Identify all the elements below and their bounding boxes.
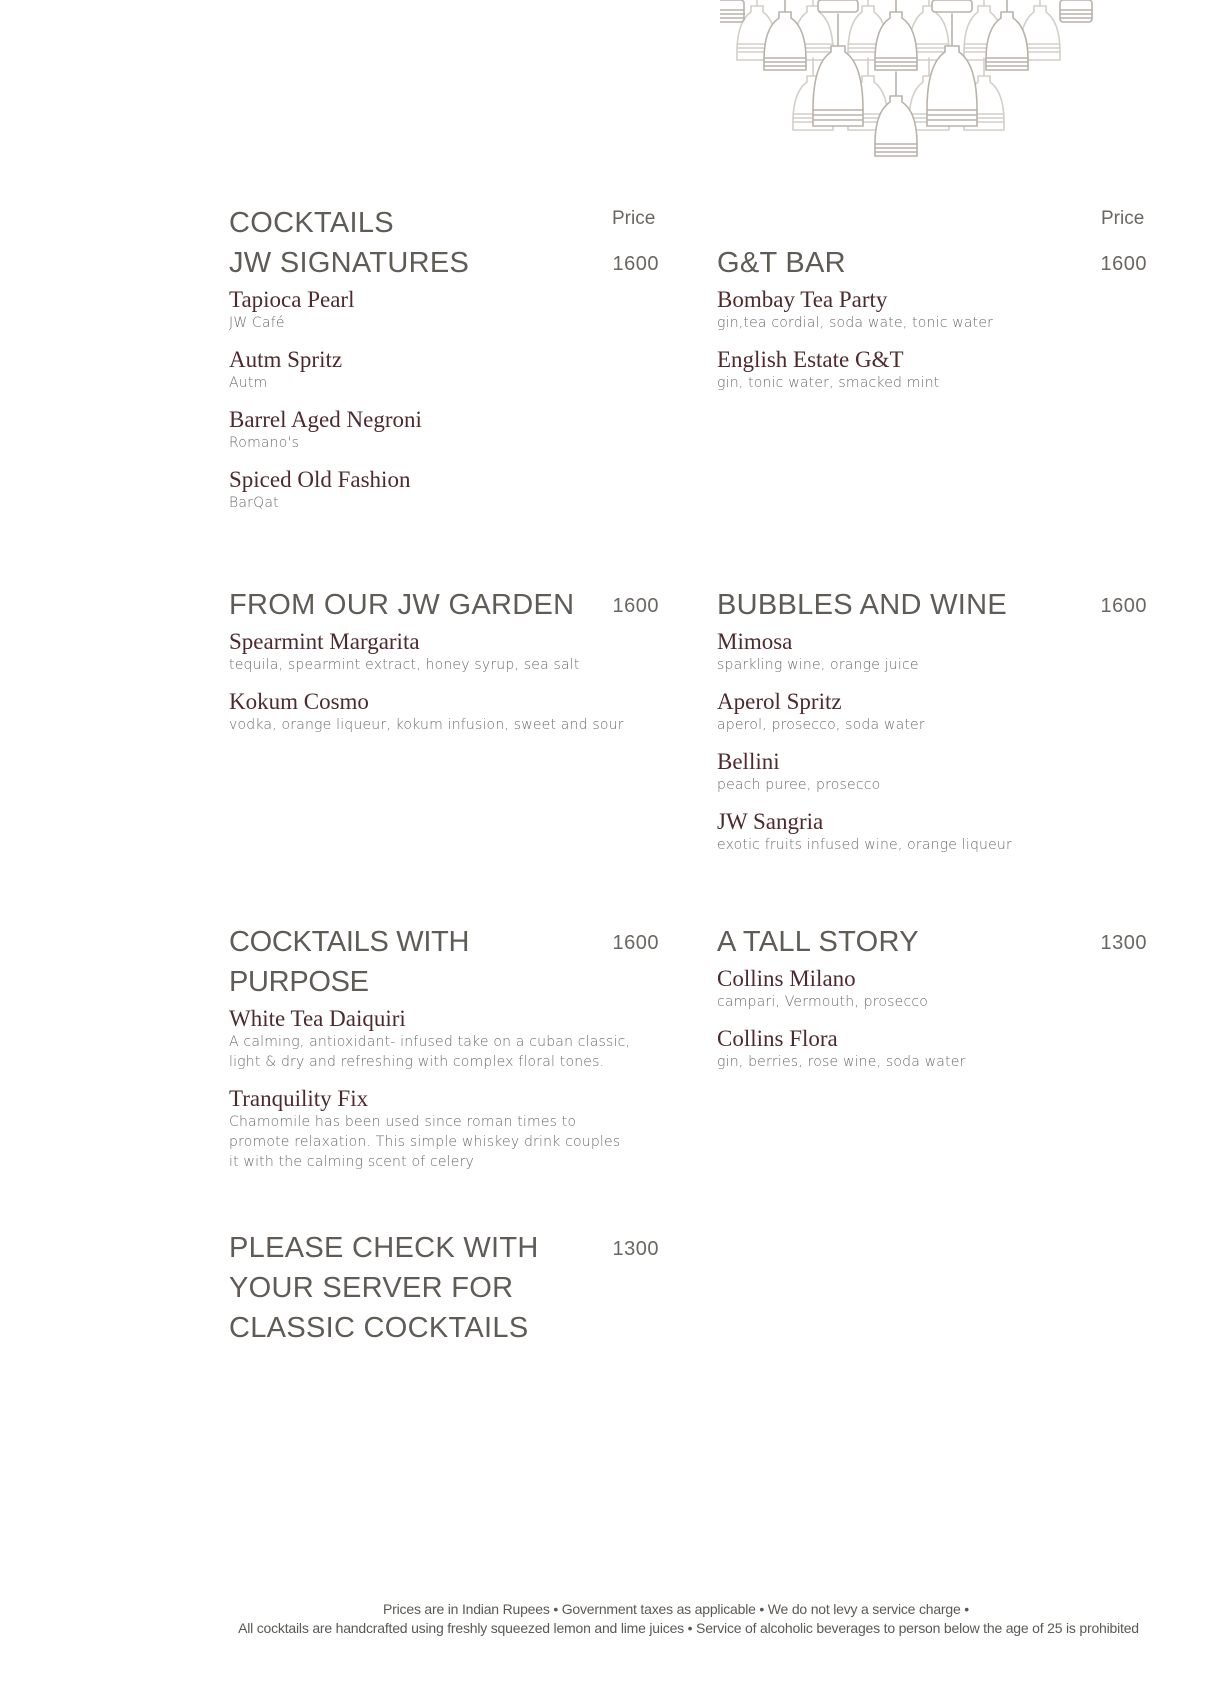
section-jw-garden xyxy=(229,585,659,749)
section-title: A TALL STORY xyxy=(717,926,919,958)
item-description: tequila, spearmint extract, honey syrup, sea salt xyxy=(229,657,580,673)
item-description: exotic fruits infused wine, orange liqueur xyxy=(717,837,1012,853)
item-description: gin, berries, rose wine, soda water xyxy=(717,1054,966,1070)
menu-item xyxy=(229,1086,659,1172)
section-price: 1600 xyxy=(1100,595,1147,617)
section-title: G&T BAR xyxy=(717,247,846,279)
section-price: 1300 xyxy=(612,1238,659,1260)
menu-item xyxy=(717,347,1147,393)
item-name: English Estate G&T xyxy=(717,347,904,372)
item-name: Spearmint Margarita xyxy=(229,629,420,654)
section-title: COCKTAILS JW SIGNATURES xyxy=(229,207,470,279)
section-price: 1300 xyxy=(1100,932,1147,954)
menu-item xyxy=(229,467,659,513)
item-description: A calming, antioxidant- infused take on a cuban classic, light & dry and refreshing with complex floral tones. xyxy=(229,1034,631,1070)
menu-item xyxy=(717,966,1147,1012)
footer-line-1: Prices are in Indian Rupees • Government taxes as applicable • We do not levy a service charge • xyxy=(383,1601,969,1617)
item-description: gin, tonic water, smacked mint xyxy=(717,375,940,391)
menu-item xyxy=(229,287,659,333)
menu-item xyxy=(229,629,659,675)
section-price: 1600 xyxy=(612,932,659,954)
menu-item xyxy=(229,407,659,453)
section-price: 1600 xyxy=(1100,253,1147,275)
section-bubbles-and-wine xyxy=(717,585,1147,869)
menu-item xyxy=(229,689,659,735)
item-name: Collins Milano xyxy=(717,966,856,991)
item-description: Autm xyxy=(229,375,268,391)
section-price: 1600 xyxy=(612,253,659,275)
price-column-label-left: Price xyxy=(612,208,656,229)
section-title: COCKTAILS WITH PURPOSE xyxy=(229,926,470,998)
item-name: Collins Flora xyxy=(717,1026,838,1051)
menu-item xyxy=(717,689,1147,735)
item-description: aperol, prosecco, soda water xyxy=(717,717,925,733)
footer-disclaimer xyxy=(0,1600,1207,1638)
menu-item xyxy=(717,749,1147,795)
section-jw-signatures xyxy=(229,203,659,527)
item-name: Barrel Aged Negroni xyxy=(229,407,422,432)
menu-item xyxy=(717,629,1147,675)
item-name: JW Sangria xyxy=(717,809,824,834)
section-cocktails-with-purpose xyxy=(229,922,659,1186)
price-column-label-right: Price xyxy=(1101,208,1145,229)
menu-item xyxy=(229,1006,659,1072)
item-description: gin,tea cordial, soda wate, tonic water xyxy=(717,315,994,331)
item-name: Aperol Spritz xyxy=(717,689,842,714)
item-name: Mimosa xyxy=(717,629,793,654)
item-name: Autm Spritz xyxy=(229,347,343,372)
section-a-tall-story xyxy=(717,922,1147,1086)
item-name: Kokum Cosmo xyxy=(229,689,369,714)
menu-item xyxy=(717,287,1147,333)
menu-item xyxy=(229,347,659,393)
section-title: BUBBLES AND WINE xyxy=(717,589,1008,621)
item-name: Bombay Tea Party xyxy=(717,287,888,312)
section-title: FROM OUR JW GARDEN xyxy=(229,589,575,621)
section-classic-cocktails-note xyxy=(229,1228,659,1348)
item-name: Tranquility Fix xyxy=(229,1086,369,1111)
item-name: Spiced Old Fashion xyxy=(229,467,411,492)
footer-line-2: All cocktails are handcrafted using freshly squeezed lemon and lime juices • Service of alcoholic beverages to person below the age of 25 is prohibited xyxy=(238,1620,1139,1636)
item-description: JW Café xyxy=(229,315,285,331)
item-description: sparkling wine, orange juice xyxy=(717,657,919,673)
chandelier-illustration xyxy=(720,0,1100,165)
section-title: PLEASE CHECK WITH YOUR SERVER FOR CLASSIC COCKTAILS xyxy=(229,1232,539,1344)
item-description: campari, Vermouth, prosecco xyxy=(717,994,929,1010)
item-name: Bellini xyxy=(717,749,780,774)
section-gt-bar xyxy=(717,243,1147,407)
section-price: 1600 xyxy=(612,595,659,617)
item-description: peach puree, prosecco xyxy=(717,777,881,793)
menu-item xyxy=(717,1026,1147,1072)
menu-item xyxy=(717,809,1147,855)
item-description: BarQat xyxy=(229,495,279,511)
item-name: White Tea Daiquiri xyxy=(229,1006,406,1031)
item-name: Tapioca Pearl xyxy=(229,287,355,312)
item-description: vodka, orange liqueur, kokum infusion, sweet and sour xyxy=(229,717,624,733)
item-description: Romano's xyxy=(229,435,300,451)
item-description: Chamomile has been used since roman times to promote relaxation. This simple whiskey drink couples it with the calming scent of celery xyxy=(229,1114,621,1170)
